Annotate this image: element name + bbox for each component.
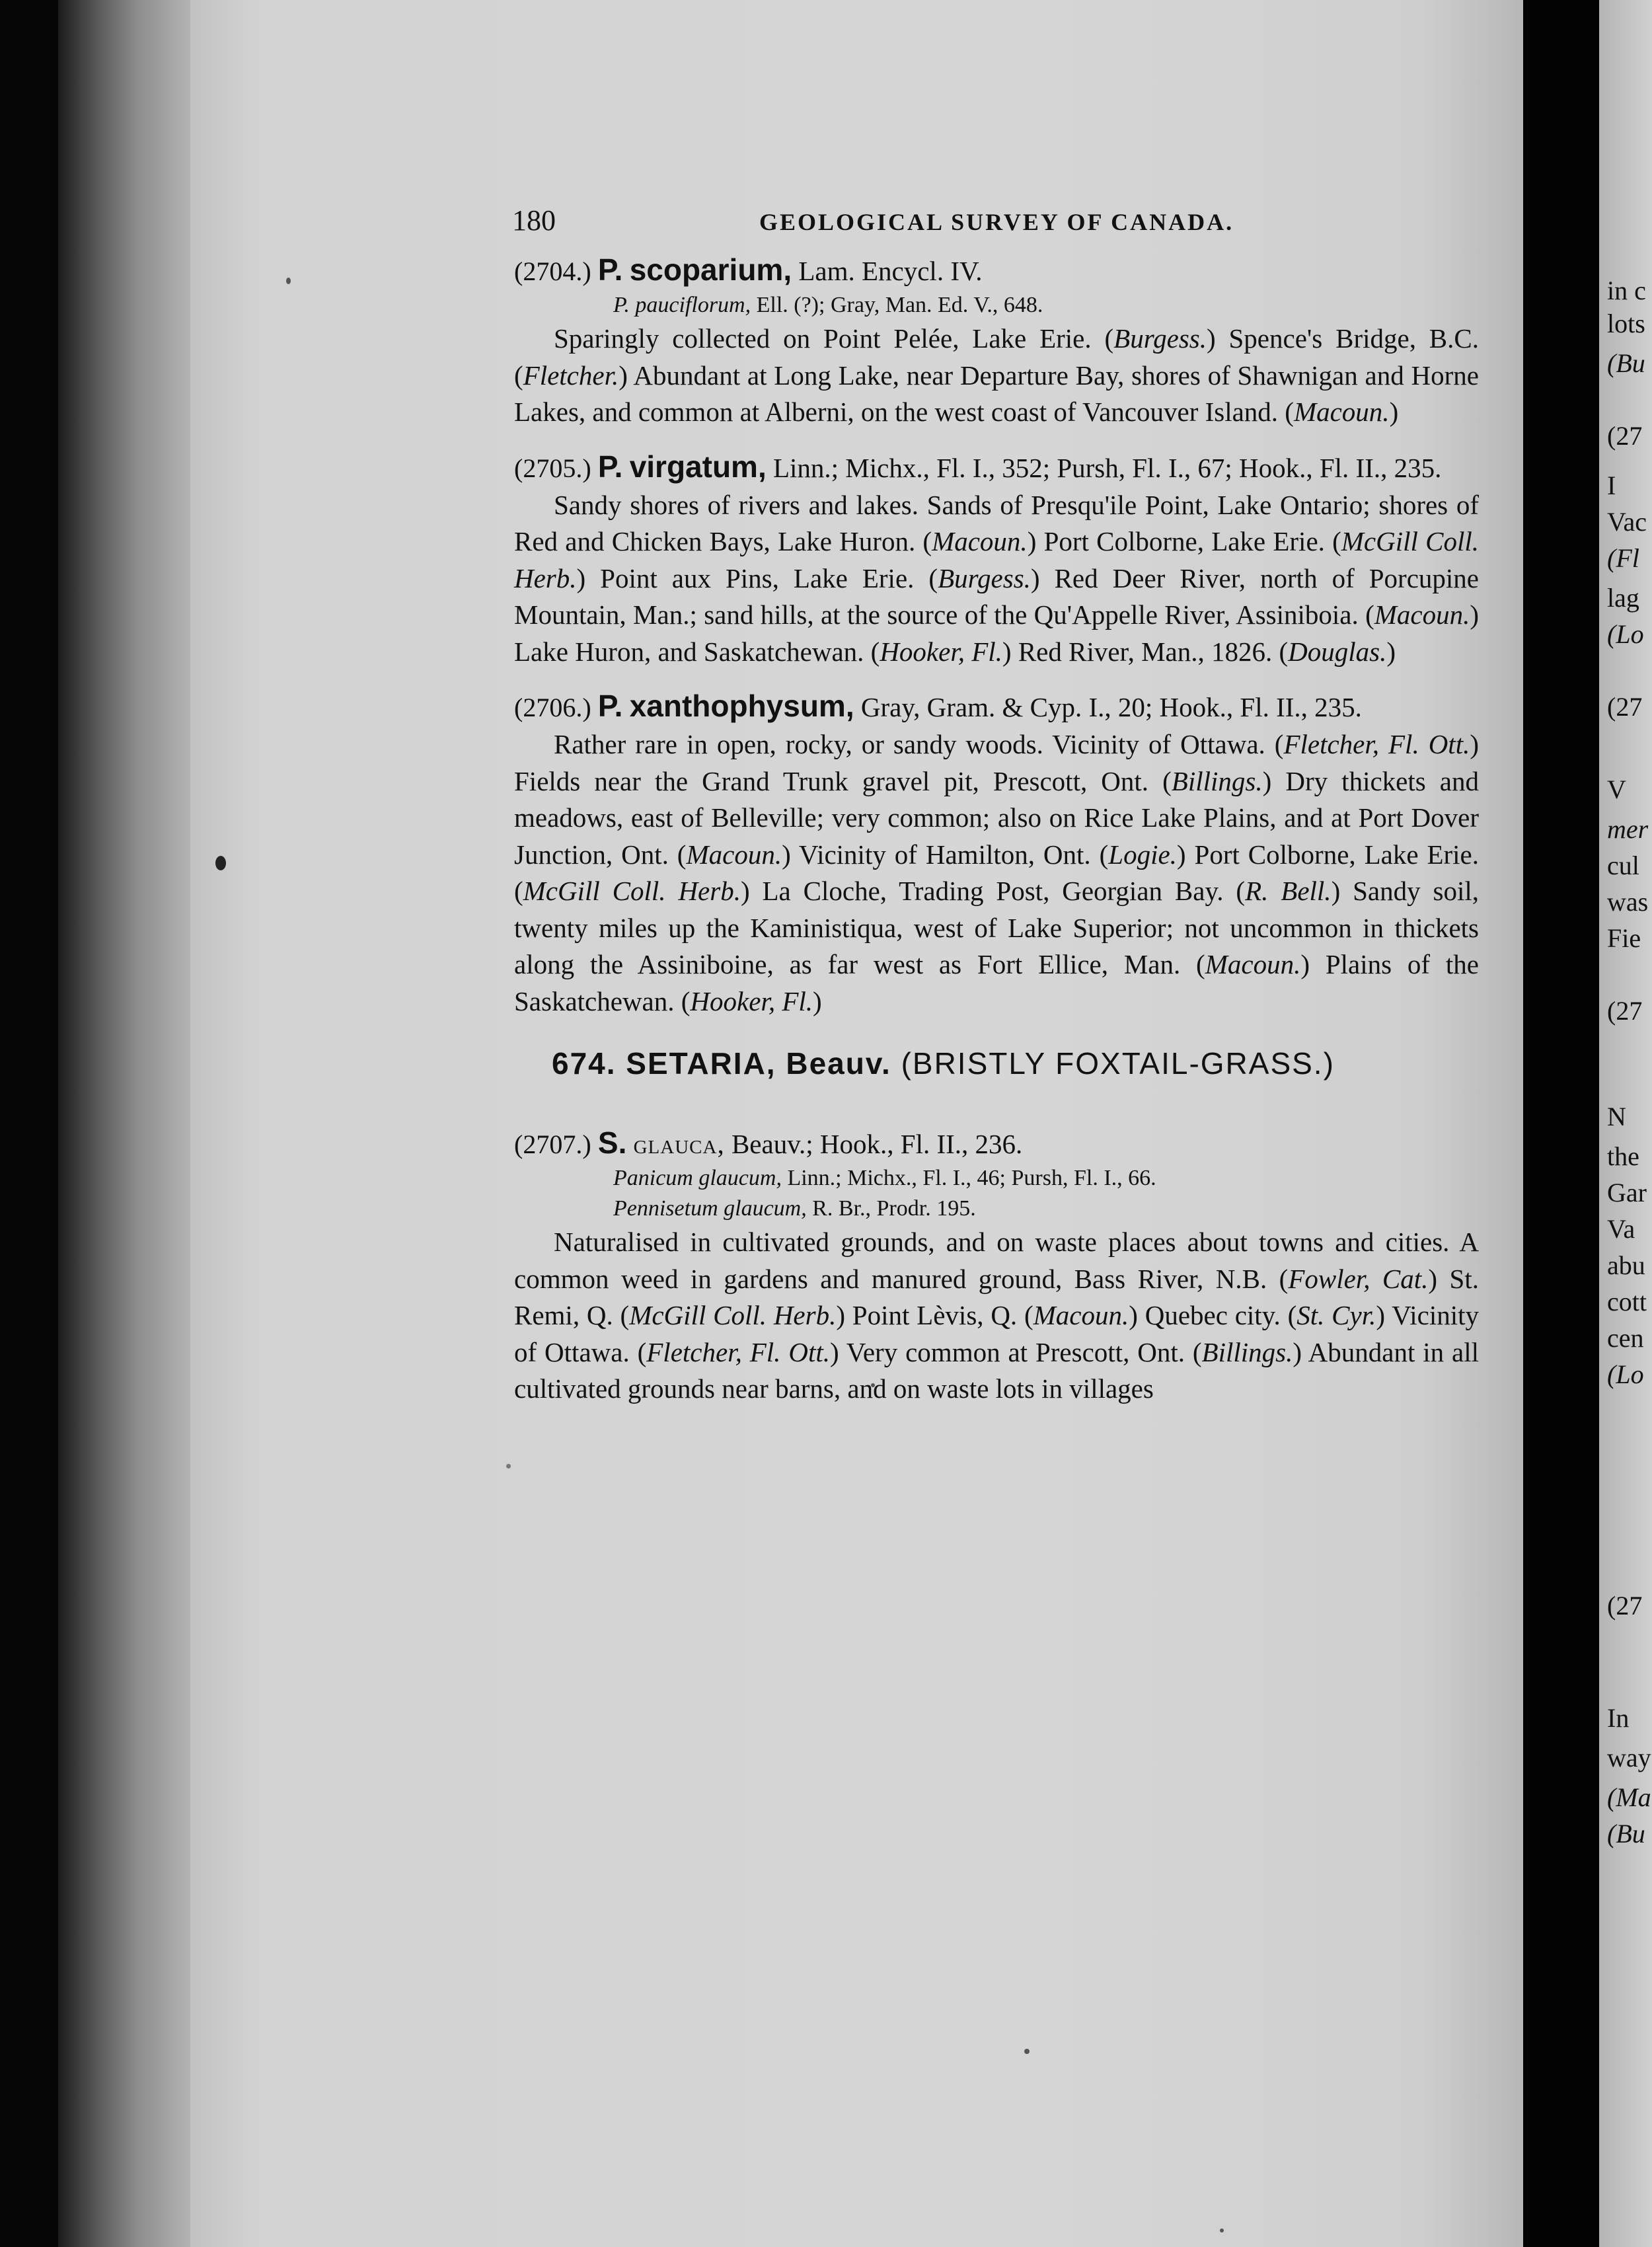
facing-page-text-fragment: (Bu bbox=[1607, 1819, 1645, 1848]
facing-page-text-fragment: Gar bbox=[1607, 1178, 1647, 1207]
paragraph-text: Rather rare in open, rocky, or sandy woods. Vicinity of Ottawa. ( bbox=[554, 729, 1284, 759]
paragraph-text: ) Dry thickets and meadows, east of Belleville; very common; also on Rice Lake Plains, and at Port Dover Junction, Ont. ( bbox=[514, 765, 1479, 870]
paragraph-text: ) Plains of the Saskatchewan. ( bbox=[514, 949, 1479, 1016]
genus-number-name: 674. SETARIA, bbox=[552, 1046, 776, 1081]
ink-speck bbox=[506, 1464, 511, 1468]
citation-source: Hooker, Fl. bbox=[880, 636, 1002, 667]
ink-speck bbox=[1220, 2228, 1224, 2232]
synonym-list bbox=[514, 1163, 1479, 1224]
synonym-reference: Linn.; Michx., Fl. I., 46; Pursh, Fl. I., 66. bbox=[787, 1166, 1156, 1190]
paragraph-text: ) Point aux Pins, Lake Erie. ( bbox=[576, 562, 938, 593]
facing-page-text-fragment: (27 bbox=[1607, 996, 1643, 1026]
facing-page-text-fragment: mer bbox=[1607, 814, 1649, 844]
facing-page-text-fragment: In bbox=[1607, 1703, 1630, 1733]
facing-page-text-fragment: lag bbox=[1607, 583, 1639, 613]
synonym-line bbox=[514, 1163, 1479, 1194]
paragraph-text: ) Abundant in all cultivated grounds near barns, and on waste lots in villages bbox=[514, 1336, 1480, 1404]
facing-page-text-fragment: was bbox=[1607, 887, 1649, 917]
paragraph-text: ) Vicinity of Ottawa. ( bbox=[514, 1300, 1480, 1367]
entry-number: (2706.) bbox=[514, 693, 591, 722]
paragraph-text: ) Lake Huron, and Saskatchewan. ( bbox=[514, 599, 1479, 667]
citation-source: McGill Coll. Herb. bbox=[629, 1300, 837, 1330]
facing-page-text-fragment: N bbox=[1607, 1102, 1626, 1131]
facing-page-text-fragment: (Ma bbox=[1607, 1782, 1651, 1812]
entry-paragraph bbox=[514, 321, 1479, 431]
ink-speck bbox=[286, 278, 291, 284]
ink-speck bbox=[1024, 2049, 1030, 2054]
entry-authority: Gray, Gram. & Cyp. I., 20; Hook., Fl. II., 235. bbox=[860, 692, 1362, 722]
citation-source: Burgess. bbox=[938, 562, 1031, 593]
page-number: 180 bbox=[512, 204, 556, 237]
facing-page-text-fragment: abu bbox=[1607, 1250, 1645, 1280]
paragraph-text: ) Vicinity of Hamilton, Ont. ( bbox=[782, 839, 1109, 870]
facing-page-text-fragment: V bbox=[1607, 775, 1626, 804]
genus-common-name: (BRISTLY FOXTAIL-GRASS.) bbox=[901, 1046, 1335, 1081]
paragraph-text: ) Point Lèvis, Q. ( bbox=[836, 1300, 1033, 1330]
ink-speck bbox=[215, 856, 226, 870]
species-entry bbox=[514, 670, 1479, 1020]
facing-page-text-fragment: cul bbox=[1607, 851, 1639, 880]
paragraph-text: ) Spence's Bridge, B.C. ( bbox=[514, 323, 1479, 391]
citation-source: Burgess. bbox=[1113, 323, 1207, 354]
entry-heading bbox=[514, 1124, 1479, 1163]
paragraph-text: Sparingly collected on Point Pelée, Lake Erie. ( bbox=[554, 323, 1114, 354]
species-epithet: scoparium, bbox=[629, 252, 792, 287]
citation-source: Billings. bbox=[1171, 765, 1263, 796]
citation-source: St. Cyr. bbox=[1296, 1300, 1376, 1330]
synonym-name: Panicum glaucum, bbox=[613, 1166, 782, 1190]
citation-source: Fletcher, Fl. Ott. bbox=[646, 1336, 830, 1367]
entry-number: (2705.) bbox=[514, 453, 591, 483]
paragraph-text: ) Fields near the Grand Trunk gravel pit, Prescott, Ont. ( bbox=[514, 729, 1479, 796]
species-entry bbox=[514, 251, 1479, 431]
paragraph-text: ) St. Remi, Q. ( bbox=[514, 1263, 1479, 1330]
genus-heading bbox=[514, 1044, 1479, 1083]
facing-page-text-fragment: cott bbox=[1607, 1287, 1647, 1316]
entry-heading bbox=[514, 448, 1479, 487]
genus-authority: Beauv. bbox=[786, 1046, 891, 1081]
paragraph-text: ) La Cloche, Trading Post, Georgian Bay. ( bbox=[740, 876, 1246, 906]
entry-spacer bbox=[514, 431, 1479, 448]
genus-abbr: P. bbox=[597, 689, 623, 723]
citation-source: Fowler, Cat. bbox=[1288, 1263, 1429, 1294]
paragraph-text: ) Sandy soil, twenty miles up the Kaministiqua, west of Lake Superior; not uncommon in thickets along the Assiniboine, as far west as Fort Ellice, Man. ( bbox=[514, 876, 1479, 979]
entry-paragraph bbox=[514, 726, 1479, 1020]
book-gutter bbox=[58, 0, 190, 2247]
book-spine-shadow bbox=[1523, 0, 1599, 2247]
facing-page-text-fragment: (27 bbox=[1607, 1591, 1643, 1620]
running-title: GEOLOGICAL SURVEY OF CANADA. bbox=[759, 209, 1234, 235]
synonym-reference: Ell. (?); Gray, Man. Ed. V., 648. bbox=[756, 293, 1043, 317]
citation-source: Macoun. bbox=[1205, 949, 1301, 979]
paragraph-text: ) Port Colborne, Lake Erie. ( bbox=[1027, 526, 1341, 556]
scan-left-border bbox=[0, 0, 58, 2247]
facing-page-text-fragment: (27 bbox=[1607, 692, 1643, 722]
paragraph-text: ) Red River, Man., 1826. ( bbox=[1002, 636, 1289, 667]
species-entry bbox=[514, 431, 1479, 671]
facing-page-text-fragment: (Fl bbox=[1607, 543, 1639, 573]
facing-page-text-fragment: in c bbox=[1607, 276, 1646, 305]
species-entry-2707 bbox=[514, 1124, 1479, 1408]
entry-paragraph bbox=[514, 487, 1479, 671]
paragraph-text: ) Red Deer River, north of Porcupine Mountain, Man.; sand hills, at the source of the Qu'Appelle River, Assiniboia. ( bbox=[514, 562, 1480, 630]
facing-page-text-fragment: (27 bbox=[1607, 421, 1643, 451]
facing-page-text-fragment: (Lo bbox=[1607, 619, 1644, 649]
citation-source: Macoun. bbox=[686, 839, 782, 870]
citation-source: Hooker, Fl. bbox=[690, 985, 813, 1016]
citation-source: Macoun. bbox=[1374, 599, 1470, 630]
genus-abbr: P. bbox=[597, 252, 623, 287]
synonym-reference: R. Br., Prodr. 195. bbox=[812, 1196, 976, 1221]
facing-page-text-fragment: I bbox=[1607, 471, 1616, 500]
facing-page-text-fragment: lots bbox=[1607, 309, 1645, 338]
genus-abbr: P. bbox=[597, 449, 623, 484]
citation-source: Billings. bbox=[1201, 1336, 1293, 1367]
facing-page-text-fragment: cen bbox=[1607, 1323, 1644, 1353]
citation-source: McGill Coll. Herb. bbox=[514, 526, 1480, 593]
synonym-line bbox=[514, 1194, 1479, 1224]
facing-page-text-fragment: way bbox=[1607, 1743, 1651, 1772]
paragraph-text: ) bbox=[1386, 636, 1396, 667]
entry-number: (2704.) bbox=[514, 256, 591, 286]
facing-page-text-fragment: Vac bbox=[1607, 507, 1647, 537]
text-column bbox=[514, 251, 1479, 1408]
citation-source: Macoun. bbox=[1033, 1300, 1129, 1330]
entry-authority: Beauv.; Hook., Fl. II., 236. bbox=[731, 1129, 1023, 1159]
facing-page-text-fragment: (Lo bbox=[1607, 1359, 1644, 1389]
entry-paragraph bbox=[514, 1224, 1479, 1408]
citation-source: Douglas. bbox=[1288, 636, 1387, 667]
facing-page-text-fragment: (Bu bbox=[1607, 348, 1645, 378]
citation-source: Macoun. bbox=[932, 526, 1028, 556]
citation-source: Fletcher. bbox=[523, 360, 619, 391]
entry-number: (2707.) bbox=[514, 1129, 591, 1159]
citation-source: McGill Coll. Herb. bbox=[523, 876, 741, 906]
paragraph-text: ) Abundant at Long Lake, near Departure Bay, shores of Shawnigan and Horne Lakes, and common at Alberni, on the west coast of Vancouver Island. ( bbox=[514, 360, 1479, 427]
citation-source: Logie. bbox=[1108, 839, 1177, 870]
running-head bbox=[512, 204, 1239, 237]
facing-page-text-fragment: Va bbox=[1607, 1214, 1635, 1244]
paragraph-text: ) Quebec city. ( bbox=[1129, 1300, 1297, 1330]
paragraph-text: Sandy shores of rivers and lakes. Sands of Presqu'ile Point, Lake Ontario; shores of Red and Chicken Bays, Lake Huron. ( bbox=[514, 489, 1479, 556]
synonym-name: P. pauciflorum, bbox=[613, 293, 751, 317]
paragraph-text: ) Very common at Prescott, Ont. ( bbox=[829, 1336, 1202, 1367]
species-epithet: xanthophysum, bbox=[629, 689, 854, 723]
entries bbox=[514, 251, 1479, 1020]
paragraph-text: ) bbox=[1389, 397, 1399, 427]
entry-authority: Lam. Encycl. IV. bbox=[798, 256, 983, 286]
facing-page-text-fragment: the bbox=[1607, 1141, 1639, 1171]
synonym-name: Pennisetum glaucum, bbox=[613, 1196, 807, 1221]
citation-source: Fletcher, Fl. Ott. bbox=[1283, 729, 1470, 759]
entry-spacer bbox=[514, 670, 1479, 687]
entry-heading bbox=[514, 687, 1479, 726]
synonym-line bbox=[514, 290, 1479, 321]
paragraph-text: Naturalised in cultivated grounds, and on waste places about towns and cities. A common weed in gardens and manured ground, Bass River, N.B. ( bbox=[514, 1227, 1479, 1294]
citation-source: Macoun. bbox=[1293, 397, 1390, 427]
facing-page-text-fragment: Fie bbox=[1607, 923, 1641, 953]
paragraph-text: ) bbox=[813, 985, 822, 1016]
species-epithet: glauca, bbox=[633, 1129, 725, 1159]
species-epithet: virgatum, bbox=[629, 449, 767, 484]
genus-abbr: S. bbox=[597, 1125, 627, 1160]
citation-source: R. Bell. bbox=[1245, 876, 1332, 906]
entry-heading bbox=[514, 251, 1479, 290]
paragraph-text: ) Port Colborne, Lake Erie. ( bbox=[514, 839, 1479, 906]
entry-authority: Linn.; Michx., Fl. I., 352; Pursh, Fl. I., 67; Hook., Fl. II., 235. bbox=[772, 452, 1442, 483]
